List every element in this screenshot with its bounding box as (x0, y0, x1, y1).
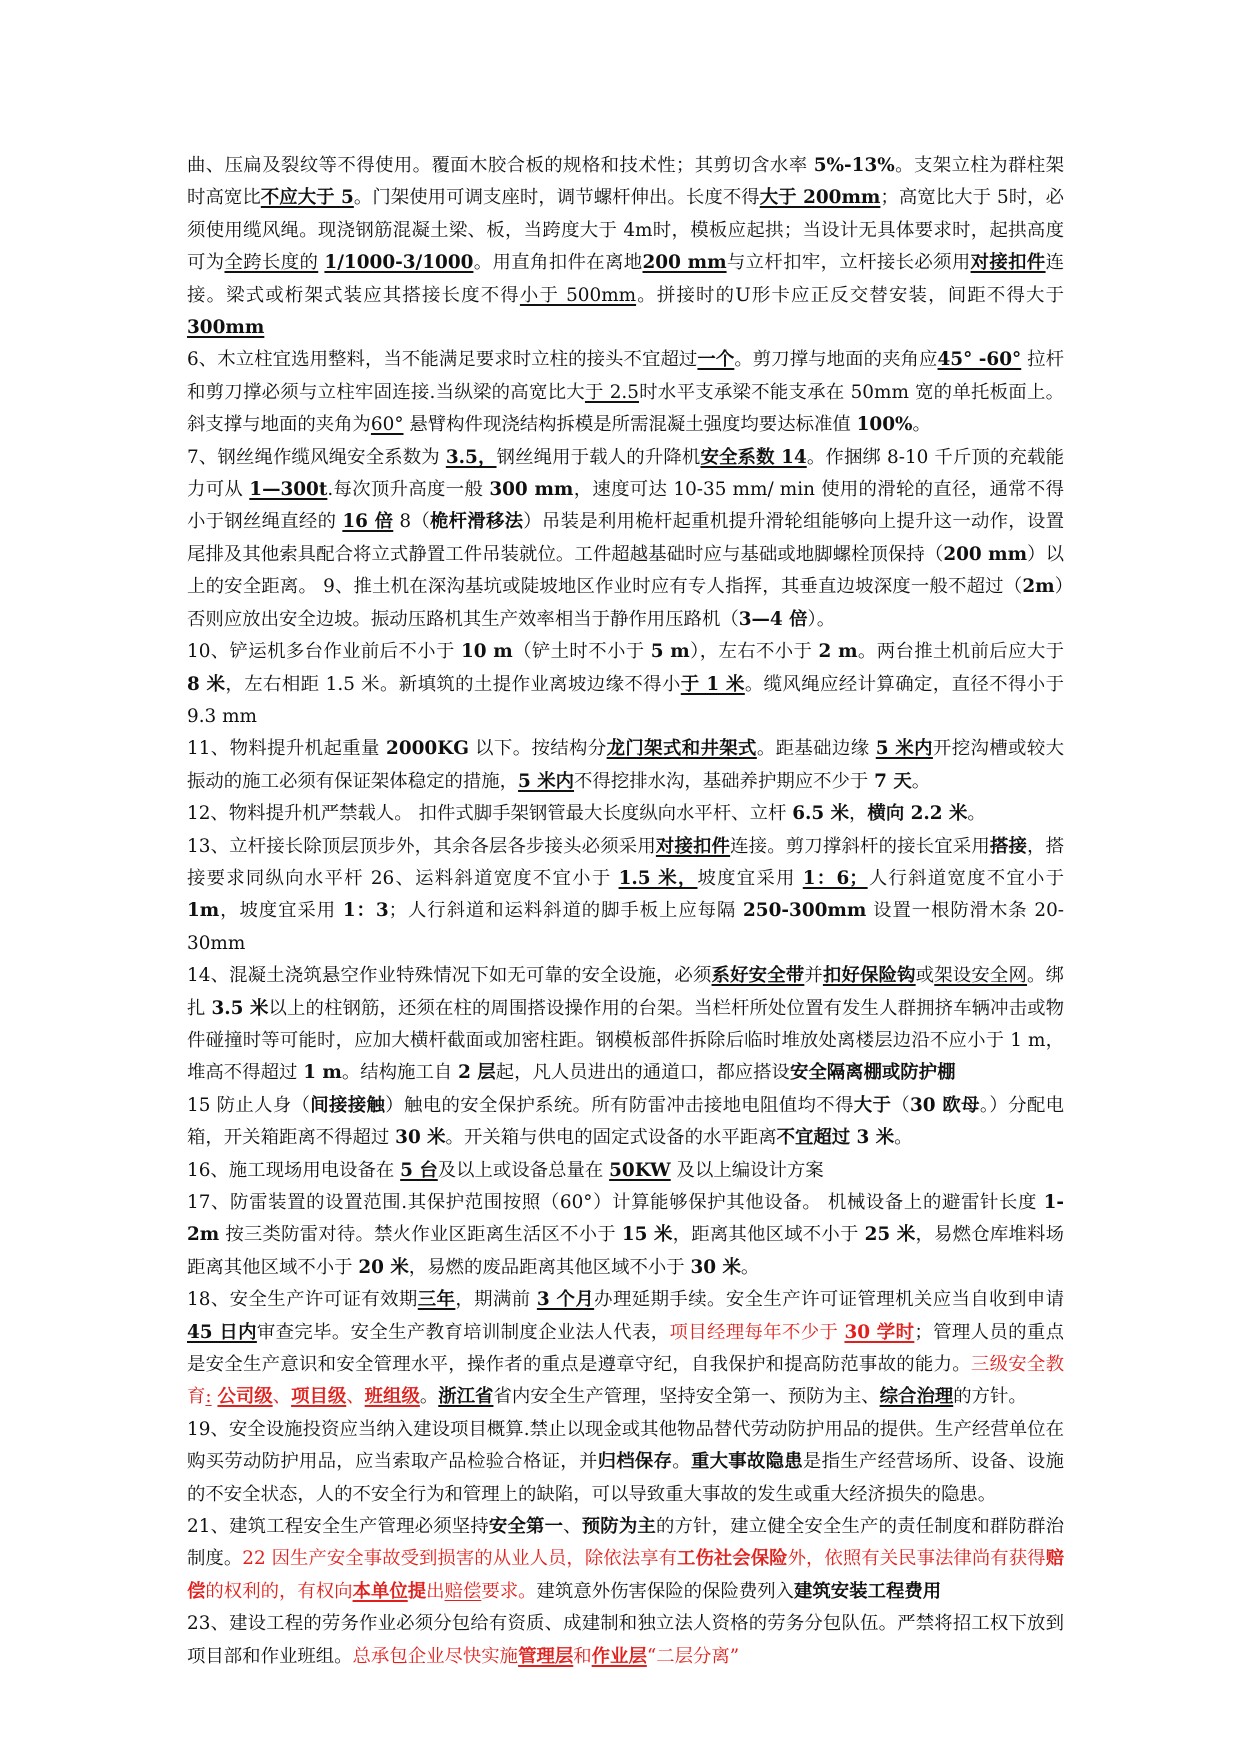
text-run: 一个 (697, 349, 735, 371)
text-run: 、 (272, 1386, 292, 1408)
text-run: 的权利的，有权向 (205, 1580, 353, 1602)
paragraph (187, 1187, 1064, 1284)
text-run: 提 (407, 1580, 427, 1602)
text-run: 预防为主 (581, 1516, 656, 1538)
text-run: 外，依照有关民事法律尚有获得 (787, 1548, 1046, 1570)
text-run: 的方针。 (953, 1386, 1027, 1408)
text-run: 2000KG (386, 738, 469, 760)
text-run: 按三类防雷对待。禁火作业区距离生活区不小于 (219, 1224, 622, 1246)
paragraph (187, 150, 1064, 344)
text-run: 45° -60° (937, 349, 1022, 371)
text-run: 6.5 米 (792, 803, 850, 825)
text-run: ）否则应放出安全边坡。振动压路机其生产效率相当于静作用压路机（ (187, 576, 1064, 630)
text-run: 1 m (303, 1062, 342, 1084)
text-run: 建筑安装工程费用 (794, 1580, 942, 1602)
text-run: ）以上的安全距离。 9、推土机在深沟基坑或陡坡地区作业时应有专人指挥，其垂直边坡深度一般不超过（ (187, 543, 1064, 598)
text-run: 8（ (393, 511, 430, 533)
text-run: 钢丝绳用于载人的升降机 (496, 446, 701, 468)
text-run: 小于 500mm (519, 284, 637, 306)
text-run: 。门架使用可调支座时，调节螺杆伸出。长度不得 (353, 187, 760, 209)
text-run: 。缆风绳应经计算确定，直径不得小于 9.3 mm (187, 673, 1064, 727)
text-run: 本单位 (352, 1580, 408, 1602)
text-run: 。 (419, 1386, 439, 1408)
text-run: 省内安全生产管理，坚持安全第一、预防为主、 (493, 1386, 880, 1408)
text-run: 14、混凝土浇筑悬空作业特殊情况下如无可靠的安全设施，必须 (187, 965, 712, 987)
text-run: 5 米内 (518, 770, 575, 792)
text-run: 7、钢丝绳作缆风绳安全系数为 (187, 446, 446, 468)
text-run: （ (891, 1094, 910, 1116)
text-run: 班组级 (364, 1386, 420, 1408)
text-run: 30 学时 (844, 1321, 915, 1343)
text-run: 悬臂构件现浇结构拆模是所需混凝土强度均要达标准值 (403, 414, 857, 436)
text-run: 8 米 (187, 673, 226, 695)
text-run: 5%-13% (813, 155, 895, 176)
text-run: 3.5 米 (211, 997, 269, 1019)
text-run: 三级安全教育 (187, 1354, 1064, 1408)
text-run: 1—300t (249, 479, 328, 501)
text-run: 对接扣件 (970, 252, 1046, 274)
text-run: 要求。 (481, 1580, 537, 1602)
text-run: 21、建筑工程安全生产管理必须坚持 (187, 1516, 489, 1538)
text-run: 17、防雷装置的设置范围.其保护范围按照（60°）计算能够保护其他设备。 机械设备上的避雷针长度 (187, 1192, 1044, 1213)
text-run: 2 m (818, 641, 858, 663)
text-run: 。支架立柱为群柱架时高宽比 (187, 155, 1064, 209)
text-run: 60° (370, 414, 404, 436)
text-run: ，距离其他区域不小于 (672, 1224, 865, 1246)
paragraph (187, 733, 1064, 798)
text-run: 。绑扎 (187, 965, 1064, 1019)
text-run: 30 米 (690, 1256, 741, 1278)
text-run: ；管理人员的重点是安全生产意识和安全管理水平，操作者的重点是遵章守纪，自我保护和提高防范事故的能力。 (187, 1321, 1064, 1376)
text-run: 横向 2.2 米 (867, 803, 968, 825)
text-run: 。 (740, 1256, 760, 1278)
paragraph (187, 960, 1064, 1090)
text-run: 公司级 (217, 1386, 273, 1408)
paragraph (187, 1608, 1064, 1673)
text-run: 1.5 米， (618, 867, 698, 889)
text-run: 和 (573, 1645, 592, 1667)
text-run: 15 米 (621, 1224, 673, 1246)
text-run: 300mm (187, 317, 265, 339)
text-run: 不应大于 5 (260, 187, 354, 209)
paragraph (187, 1511, 1064, 1608)
text-run: 安全第一 (488, 1516, 564, 1538)
text-run: 30 欧母 (909, 1094, 980, 1116)
text-run: 1-2m (187, 1192, 1064, 1246)
text-run: 2m (1022, 576, 1055, 598)
paragraph (187, 1284, 1064, 1414)
text-run: 架设安全网 (934, 965, 1028, 987)
text-run: 30 米 (395, 1127, 446, 1149)
text-run: 并 (804, 965, 823, 987)
text-run: 综合治理 (879, 1386, 954, 1408)
text-run: 不宜超过 3 米 (776, 1127, 895, 1149)
text-run: 建筑意外伤害保险的保险费列入 (536, 1580, 795, 1602)
text-run: 。）分配电箱，开关箱距离不得超过 (187, 1094, 1064, 1149)
text-run: 。剪刀撑与地面的夹角应 (734, 349, 938, 371)
text-run: 间接接触 (310, 1094, 386, 1116)
text-run: 7 天 (874, 770, 912, 792)
text-run: 1：6； (802, 867, 868, 889)
text-run: 。距基础边缘 (756, 738, 876, 760)
paragraph (187, 1155, 1064, 1187)
text-run: ， (849, 803, 868, 825)
text-run: .每次顶升高度一般 (327, 479, 490, 501)
text-run: 赔偿 (444, 1580, 482, 1602)
text-run: 大于 200mm (759, 187, 881, 209)
text-run: 及以上编设计方案 (670, 1159, 824, 1181)
text-run: 办理延期手续。安全生产许可证管理机关应当自收到申请 (594, 1289, 1064, 1311)
text-run: 拉杆和剪刀撑必须与立柱牢固连接.当纵梁的高宽比大 (187, 349, 1064, 403)
text-run: 三年 (417, 1289, 456, 1311)
paragraph (187, 442, 1064, 636)
paragraph (187, 798, 1064, 830)
text-run: 12、物料提升机严禁载人。 扣件式脚手架钢管最大长度纵向水平杆、立杆 (187, 803, 793, 825)
text-run: 及以上或设备总量在 (437, 1159, 610, 1181)
text-run: 于 1 米 (680, 673, 745, 695)
text-run: 2 层 (458, 1062, 496, 1084)
text-run: 11、物料提升机起重量 (187, 738, 387, 760)
text-run: 开挖沟槽或较大振动的施工必须有保证架体稳定的措施， (187, 738, 1064, 792)
text-run: 安全隔离棚或防护棚 (789, 1062, 956, 1084)
text-run: 3—4 倍 (738, 608, 808, 630)
text-run: 系好安全带 (711, 965, 805, 987)
text-run: 22 因生产安全事故受到损害的从业人员，除依法享有 (242, 1548, 677, 1570)
text-run: 。用直角扣件在离地 (473, 252, 643, 274)
text-run: 100% (856, 414, 913, 436)
text-run: ，期满前 (455, 1289, 537, 1311)
text-run: 。 (912, 414, 931, 436)
text-run: ）。 (807, 608, 836, 630)
text-run: 对接扣件 (655, 835, 731, 857)
text-run: 。结构施工自 (341, 1062, 459, 1084)
text-run: 。 (911, 770, 931, 792)
text-run: 审查完毕。安全生产教育培训制度企业法人代表， (256, 1321, 670, 1343)
text-run: 安全系数 14 (700, 446, 807, 468)
paragraph (187, 831, 1064, 961)
text-run: 时水平支承梁不能支承在 50mm 宽的单托板面上。斜支撑与地面的夹角为 (187, 381, 1064, 436)
text-run: 、 (563, 1516, 582, 1538)
text-run: 坡度宜采用 (697, 867, 803, 889)
text-run: ）吊装是利用桅杆起重机提升滑轮组能够向上提升这一动作，设置尾排及其他索具配合将立式静置工件吊装就位。工件超越基础时应与基础或地脚螺栓顶保持（ (187, 511, 1064, 565)
text-run: ，易燃仓库堆料场距离其他区域不小于 (187, 1224, 1064, 1278)
text-run: 重大事故隐患 (690, 1451, 803, 1473)
text-run: 或 (915, 965, 935, 987)
text-run: 19、安全设施投资应当纳入建设项目概算.禁止以现金或其他物品替代劳动防护用品的提供。生产经营单位在购买劳动防护用品，应当索取产品检验合格证，并 (187, 1418, 1064, 1473)
text-run: 20 米 (358, 1256, 409, 1278)
text-run: 10、铲运机多台作业前后不小于 (187, 641, 461, 663)
text-run: 的方针，建立健全安全生产的责任制度和群防群治制度。 (187, 1516, 1064, 1570)
text-run: 不得挖排水沟，基础养护期应不少于 (574, 770, 875, 792)
text-run: 扣好保险钩 (822, 965, 916, 987)
text-run: ，左右相距 1.5 米。新填筑的土提作业离坡边缘不得小 (225, 673, 681, 695)
text-run: 5 米内 (875, 738, 933, 760)
text-run: 200 mm (943, 543, 1028, 565)
paragraph (187, 344, 1064, 441)
text-run: 浙江省 (438, 1386, 494, 1408)
text-run: 管理层 (518, 1645, 574, 1667)
text-run: 300 mm (489, 479, 574, 501)
text-run: ；高宽比大于 5时，必须使用缆风绳。现浇钢筋混凝土梁、板，当跨度大于 4m时，模板应起拱；当设计无具体要求时，起拱高度可为 (187, 187, 1065, 274)
text-run: 。 (672, 1451, 691, 1473)
text-run: 。拼接时的U形卡应正反交替安装，间距不得大于 (636, 284, 1065, 306)
text-run: 1m (187, 900, 220, 922)
body-text (187, 150, 1064, 1673)
text-run: 设置一根防滑木条 20-30mm (187, 900, 1064, 954)
text-run: 项目级 (291, 1386, 347, 1408)
text-run: 1：3 (342, 900, 389, 922)
text-run: 5 m (650, 641, 690, 663)
text-run: ，速度可达 10-35 mm/ min 使用的滑轮的直径，通常不得小于钢丝绳直经的 (187, 479, 1064, 533)
text-run: : (205, 1386, 212, 1408)
text-run: 、 (346, 1386, 365, 1408)
text-run: 以下。按结构分 (468, 738, 607, 760)
text-run: 连接。梁式或桁架式装应其搭接长度不得 (187, 252, 1064, 306)
text-run: ，坡度宜采用 (219, 900, 343, 922)
text-run: 出 (426, 1580, 445, 1602)
text-run: 3.5， (445, 446, 497, 468)
text-run: 赔偿 (187, 1548, 1064, 1602)
text-run: 10 m (460, 641, 513, 663)
text-run: 16、施工现场用电设备在 (187, 1159, 401, 1181)
text-run: 3 个月 (536, 1289, 595, 1311)
text-run: 人行斜道宽度不宜小于 (867, 867, 1065, 889)
text-run: 200 mm (642, 252, 727, 274)
text-run: 起，凡人员进出的通道口，都应搭设 (495, 1062, 790, 1084)
paragraph (187, 1414, 1064, 1511)
text-run: 6、木立柱宜选用整料，当不能满足要求时立柱的接头不宜超过 (187, 349, 698, 371)
text-run: 45 日内 (187, 1321, 257, 1343)
text-run: 全跨长度的 (224, 252, 319, 274)
text-run: 工伤社会保险 (677, 1548, 788, 1570)
text-run: ），左右不小于 (689, 641, 819, 663)
text-run: 1/1000-3/1000 (324, 252, 474, 274)
text-run: 5 台 (400, 1159, 438, 1181)
text-run: 是指生产经营场所、设备、设施的不安全状态，人的不安全行为和管理上的缺陷，可以导致重大事故的发生或重大经济损失的隐患。 (187, 1451, 1064, 1505)
text-run: 15 防止人身（ (187, 1094, 311, 1116)
text-run: 归档保存 (597, 1451, 673, 1473)
text-run: ）触电的安全保护系统。所有防雷冲击接地电阻值均不得 (385, 1094, 854, 1116)
text-run: 50KW (609, 1159, 671, 1181)
text-run: 项目经理每年不少于 (669, 1321, 845, 1343)
text-run: 16 倍 (342, 511, 394, 533)
text-run: “二层分离” (646, 1645, 740, 1667)
text-run: 作业层 (591, 1645, 647, 1667)
text-run: ，搭接要求同纵向水平杆 26、运料斜道宽度不宜小于 (187, 835, 1064, 889)
paragraph (187, 1090, 1064, 1155)
text-run: 与立杆扣牢，立杆接长必须用 (726, 252, 971, 274)
text-run: 桅杆滑移法 (430, 511, 524, 533)
text-run: 。 (894, 1127, 913, 1149)
text-run: 250-300mm (743, 900, 867, 922)
text-run: 曲、压扁及裂纹等不得使用。覆面木胶合板的规格和技术性；其剪切含水率 (187, 155, 814, 176)
text-run: 大于 (853, 1094, 892, 1116)
text-run: 。 (967, 803, 986, 825)
text-run: ，易燃的废品距离其他区域不小于 (408, 1256, 691, 1278)
text-run: 23、建设工程的劳务作业必须分包给有资质、成建制和独立法人资格的劳务分包队伍。严禁将招工权下放到项目部和作业班组。 (187, 1613, 1064, 1667)
text-run: 连接。剪刀撑斜杆的接长宜采用 (730, 835, 990, 857)
text-run: 13、立杆接长除顶层顶步外，其余各层各步接头必须采用 (187, 835, 656, 857)
text-run: 总承包企业尽快实施 (352, 1645, 519, 1667)
paragraph (187, 636, 1064, 733)
text-run: 。作捆绑 8-10 千斤顶的充载能力可从 (187, 446, 1064, 501)
text-run: 龙门架式和井架式 (606, 738, 757, 760)
text-run: 。两台推土机前后应大于 (857, 641, 1064, 663)
text-run: 于 2.5 (584, 381, 639, 403)
text-run: 25 米 (864, 1224, 916, 1246)
text-run: 。开关箱与供电的固定式设备的水平距离 (445, 1127, 777, 1149)
text-run: 18、安全生产许可证有效期 (187, 1289, 418, 1311)
text-run: 搭接 (989, 835, 1028, 857)
text-run: 以上的柱钢筋，还须在柱的周围搭设操作用的台架。当栏杆所处位置有发生人群拥挤车辆冲击或物件碰撞时等可能时，应加大横杆截面或加密柱距。钢模板部件拆除后临时堆放处离楼层边沿不应小于 1 m，堆高不得超过 (187, 997, 1064, 1084)
text-run: （铲土时不小于 (512, 641, 651, 663)
text-run: ；人行斜道和运料斜道的脚手板上应每隔 (388, 900, 744, 922)
